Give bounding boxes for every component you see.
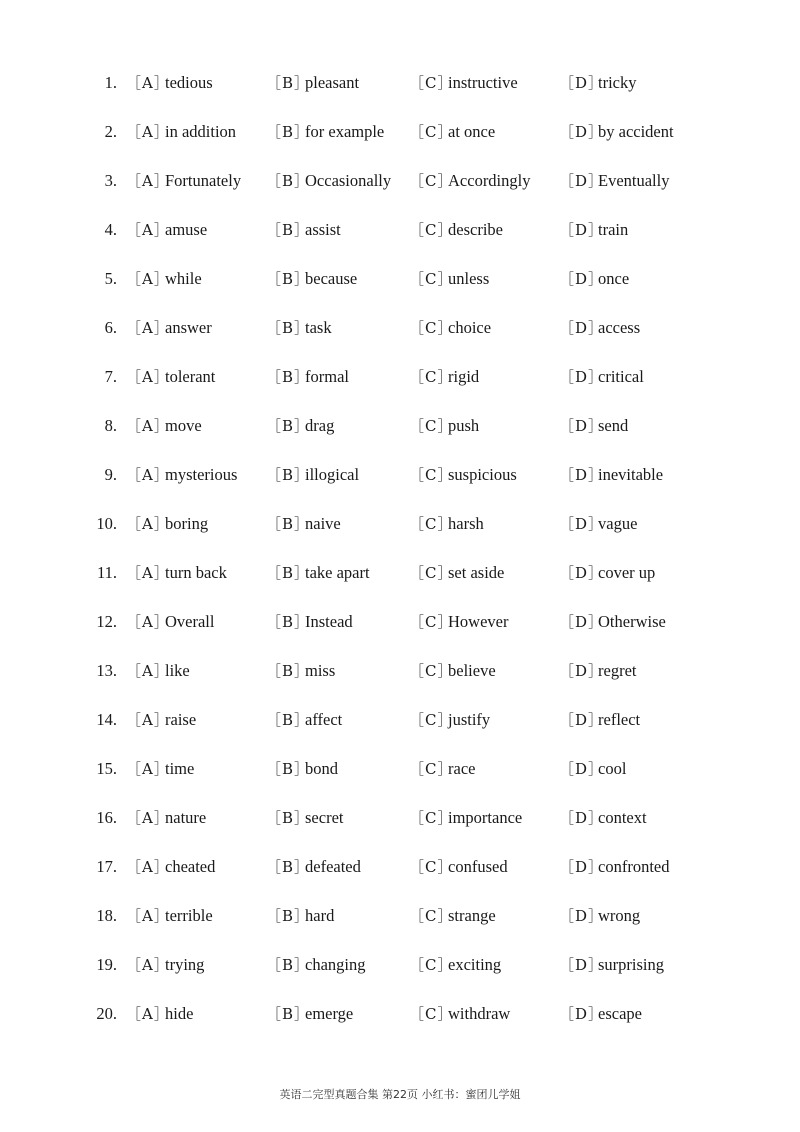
option-text: Accordingly: [448, 171, 531, 190]
question-number: 19.: [96, 955, 117, 974]
option-letter: ［B］: [266, 417, 311, 435]
option-a: [126, 548, 227, 598]
option-letter: ［D］: [559, 858, 605, 876]
option-letter: ［B］: [266, 662, 311, 680]
option-b: [266, 107, 384, 157]
option-text: push: [448, 416, 480, 435]
option-text: Occasionally: [305, 171, 392, 190]
option-b: [266, 548, 370, 598]
option-letter: ［A］: [126, 907, 170, 925]
option-b: [266, 352, 349, 402]
option-d: [559, 744, 626, 794]
question-number: 20.: [96, 1004, 117, 1023]
option-letter: ［C］: [409, 1005, 454, 1023]
option-letter: ［D］: [559, 466, 605, 484]
option-letter: ［A］: [126, 956, 170, 974]
option-c: [409, 597, 508, 647]
page-footer: 英语二完型真题合集 第22页 小红书：蜜团儿学姐: [279, 1088, 521, 1101]
option-letter: ［C］: [409, 515, 454, 533]
option-text: cheated: [165, 857, 216, 876]
option-text: cool: [598, 759, 627, 778]
option-a: [126, 156, 241, 206]
option-letter: ［D］: [559, 809, 605, 827]
option-letter: ［A］: [126, 123, 170, 141]
option-text: take apart: [305, 563, 370, 582]
option-text: trying: [165, 955, 205, 974]
option-letter: ［A］: [126, 466, 170, 484]
option-d: [559, 842, 669, 892]
option-letter: ［C］: [409, 564, 454, 582]
question-list: [0, 58, 800, 1038]
option-b: [266, 989, 353, 1039]
option-text: critical: [598, 367, 644, 386]
question-row: [0, 156, 800, 205]
option-b: [266, 254, 357, 304]
option-text: at once: [448, 122, 496, 141]
option-a: [126, 254, 202, 304]
option-letter: ［B］: [266, 956, 311, 974]
option-letter: ［D］: [559, 760, 605, 778]
option-letter: ［D］: [559, 74, 605, 92]
option-text: race: [448, 759, 476, 778]
question-row: [0, 842, 800, 891]
question-number: 7.: [104, 367, 117, 386]
question-row: [0, 695, 800, 744]
option-text: hide: [165, 1004, 194, 1023]
option-text: pleasant: [305, 73, 360, 92]
option-letter: ［B］: [266, 564, 311, 582]
option-letter: ［B］: [266, 368, 311, 386]
option-d: [559, 352, 644, 402]
option-c: [409, 891, 496, 941]
question-row: [0, 450, 800, 499]
option-text: for example: [305, 122, 385, 141]
option-letter: ［B］: [266, 270, 311, 288]
option-c: [409, 499, 484, 549]
question-number: 13.: [96, 661, 117, 680]
option-letter: ［D］: [559, 1005, 605, 1023]
option-d: [559, 793, 647, 843]
option-text: mysterious: [165, 465, 238, 484]
option-letter: ［C］: [409, 172, 454, 190]
option-letter: ［D］: [559, 172, 605, 190]
option-c: [409, 695, 490, 745]
option-text: illogical: [305, 465, 360, 484]
option-d: [559, 254, 629, 304]
question-row: [0, 940, 800, 989]
option-text: nature: [165, 808, 207, 827]
option-letter: ［A］: [126, 711, 170, 729]
option-letter: ［D］: [559, 613, 605, 631]
question-number: 5.: [104, 269, 117, 288]
option-b: [266, 646, 335, 696]
option-letter: ［A］: [126, 564, 170, 582]
option-letter: ［D］: [559, 417, 605, 435]
option-text: context: [598, 808, 647, 827]
question-number: 1.: [104, 73, 117, 92]
option-letter: ［A］: [126, 368, 170, 386]
option-text: secret: [305, 808, 344, 827]
option-c: [409, 156, 530, 206]
option-letter: ［D］: [559, 319, 605, 337]
option-text: rigid: [448, 367, 480, 386]
option-d: [559, 891, 640, 941]
option-letter: ［B］: [266, 907, 311, 925]
option-text: inevitable: [598, 465, 664, 484]
option-text: justify: [448, 710, 491, 729]
option-text: exciting: [448, 955, 502, 974]
option-letter: ［A］: [126, 809, 170, 827]
question-row: [0, 793, 800, 842]
option-letter: ［C］: [409, 319, 454, 337]
option-text: drag: [305, 416, 335, 435]
option-a: [126, 205, 207, 255]
option-text: tricky: [598, 73, 637, 92]
option-c: [409, 303, 491, 353]
question-row: [0, 303, 800, 352]
option-text: Eventually: [598, 171, 670, 190]
option-text: access: [598, 318, 641, 337]
option-d: [559, 450, 663, 500]
question-row: [0, 548, 800, 597]
option-letter: ［B］: [266, 809, 311, 827]
option-letter: ［D］: [559, 956, 605, 974]
question-row: [0, 989, 800, 1038]
option-text: send: [598, 416, 629, 435]
option-d: [559, 205, 628, 255]
option-text: affect: [305, 710, 343, 729]
question-row: [0, 744, 800, 793]
option-letter: ［A］: [126, 172, 170, 190]
option-text: turn back: [165, 563, 227, 582]
option-c: [409, 646, 496, 696]
option-text: confronted: [598, 857, 670, 876]
question-number: 10.: [96, 514, 117, 533]
option-text: Instead: [305, 612, 353, 631]
option-text: terrible: [165, 906, 213, 925]
option-a: [126, 646, 190, 696]
option-text: train: [598, 220, 629, 239]
option-letter: ［C］: [409, 760, 454, 778]
option-d: [559, 597, 666, 647]
option-text: in addition: [165, 122, 237, 141]
option-letter: ［C］: [409, 662, 454, 680]
option-letter: ［C］: [409, 809, 454, 827]
option-letter: ［D］: [559, 564, 605, 582]
option-text: assist: [305, 220, 341, 239]
option-text: harsh: [448, 514, 484, 533]
option-letter: ［C］: [409, 613, 454, 631]
option-b: [266, 891, 334, 941]
option-letter: ［D］: [559, 270, 605, 288]
question-number: 6.: [104, 318, 117, 337]
option-text: time: [165, 759, 195, 778]
option-text: describe: [448, 220, 503, 239]
option-b: [266, 156, 391, 206]
option-b: [266, 499, 341, 549]
option-letter: ［A］: [126, 515, 170, 533]
option-text: tolerant: [165, 367, 216, 386]
option-letter: ［B］: [266, 466, 311, 484]
option-c: [409, 989, 510, 1039]
option-text: set aside: [448, 563, 505, 582]
option-letter: ［A］: [126, 74, 170, 92]
option-a: [126, 940, 204, 990]
option-c: [409, 107, 495, 157]
option-a: [126, 793, 206, 843]
option-text: Overall: [165, 612, 215, 631]
option-letter: ［B］: [266, 515, 311, 533]
option-letter: ［C］: [409, 417, 454, 435]
option-c: [409, 450, 517, 500]
option-b: [266, 450, 359, 500]
option-letter: ［A］: [126, 417, 170, 435]
option-letter: ［B］: [266, 760, 311, 778]
option-letter: ［A］: [126, 319, 170, 337]
option-a: [126, 450, 237, 500]
option-b: [266, 793, 343, 843]
question-number: 11.: [96, 563, 117, 582]
question-number: 9.: [104, 465, 117, 484]
option-letter: ［B］: [266, 858, 311, 876]
option-letter: ［C］: [409, 123, 454, 141]
option-letter: ［C］: [409, 270, 454, 288]
option-c: [409, 940, 501, 990]
option-letter: ［D］: [559, 123, 605, 141]
option-text: like: [165, 661, 190, 680]
option-b: [266, 940, 365, 990]
option-text: while: [165, 269, 202, 288]
option-text: defeated: [305, 857, 361, 876]
option-letter: ［D］: [559, 515, 605, 533]
option-a: [126, 58, 213, 108]
question-number: 14.: [96, 710, 117, 729]
option-text: believe: [448, 661, 496, 680]
option-a: [126, 842, 215, 892]
option-text: by accident: [598, 122, 674, 141]
option-text: choice: [448, 318, 492, 337]
option-c: [409, 548, 504, 598]
option-text: emerge: [305, 1004, 354, 1023]
option-letter: ［B］: [266, 613, 311, 631]
option-text: Otherwise: [598, 612, 666, 631]
option-d: [559, 58, 637, 108]
option-b: [266, 401, 334, 451]
question-row: [0, 254, 800, 303]
question-number: 3.: [104, 171, 117, 190]
option-d: [559, 303, 640, 353]
option-letter: ［A］: [126, 270, 170, 288]
option-c: [409, 352, 479, 402]
option-d: [559, 646, 636, 696]
option-letter: ［C］: [409, 221, 454, 239]
option-c: [409, 58, 518, 108]
option-text: withdraw: [448, 1004, 511, 1023]
option-c: [409, 401, 479, 451]
option-b: [266, 695, 342, 745]
option-d: [559, 499, 637, 549]
option-d: [559, 548, 655, 598]
option-text: regret: [598, 661, 637, 680]
option-text: escape: [598, 1004, 642, 1023]
option-text: wrong: [598, 906, 641, 925]
option-letter: ［B］: [266, 1005, 311, 1023]
option-letter: ［C］: [409, 907, 454, 925]
option-text: amuse: [165, 220, 208, 239]
question-row: [0, 646, 800, 695]
question-row: [0, 205, 800, 254]
option-d: [559, 695, 640, 745]
option-a: [126, 499, 208, 549]
option-b: [266, 303, 332, 353]
option-text: hard: [305, 906, 335, 925]
option-letter: ［D］: [559, 907, 605, 925]
question-number: 16.: [96, 808, 117, 827]
option-c: [409, 842, 508, 892]
option-letter: ［A］: [126, 858, 170, 876]
option-letter: ［C］: [409, 956, 454, 974]
question-row: [0, 499, 800, 548]
option-letter: ［D］: [559, 662, 605, 680]
option-letter: ［C］: [409, 466, 454, 484]
option-c: [409, 744, 475, 794]
option-letter: ［A］: [126, 662, 170, 680]
option-text: answer: [165, 318, 212, 337]
option-text: importance: [448, 808, 523, 827]
option-text: boring: [165, 514, 209, 533]
option-b: [266, 597, 353, 647]
option-c: [409, 254, 489, 304]
option-text: formal: [305, 367, 349, 386]
option-b: [266, 744, 338, 794]
option-d: [559, 940, 664, 990]
option-text: changing: [305, 955, 366, 974]
option-text: unless: [448, 269, 490, 288]
option-b: [266, 842, 361, 892]
question-number: 15.: [96, 759, 117, 778]
option-text: instructive: [448, 73, 518, 92]
option-letter: ［C］: [409, 368, 454, 386]
option-a: [126, 597, 214, 647]
option-d: [559, 401, 628, 451]
question-number: 12.: [96, 612, 117, 631]
option-a: [126, 107, 236, 157]
option-a: [126, 303, 212, 353]
option-letter: ［D］: [559, 221, 605, 239]
option-text: task: [305, 318, 332, 337]
option-text: miss: [305, 661, 336, 680]
option-text: suspicious: [448, 465, 517, 484]
option-text: move: [165, 416, 202, 435]
option-text: bond: [305, 759, 338, 778]
option-d: [559, 989, 642, 1039]
option-b: [266, 205, 341, 255]
option-a: [126, 352, 215, 402]
option-letter: ［C］: [409, 74, 454, 92]
option-text: cover up: [598, 563, 656, 582]
option-c: [409, 793, 522, 843]
option-letter: ［A］: [126, 1005, 170, 1023]
option-a: [126, 744, 194, 794]
option-letter: ［D］: [559, 711, 605, 729]
question-number: 18.: [96, 906, 117, 925]
question-row: [0, 58, 800, 107]
option-text: tedious: [165, 73, 213, 92]
option-text: reflect: [598, 710, 641, 729]
option-text: vague: [598, 514, 638, 533]
question-number: 8.: [104, 416, 117, 435]
question-row: [0, 891, 800, 940]
option-letter: ［B］: [266, 74, 311, 92]
option-a: [126, 989, 193, 1039]
option-b: [266, 58, 359, 108]
option-text: once: [598, 269, 630, 288]
question-number: 4.: [104, 220, 117, 239]
option-letter: ［D］: [559, 368, 605, 386]
option-letter: ［A］: [126, 613, 170, 631]
question-row: [0, 352, 800, 401]
option-text: confused: [448, 857, 508, 876]
option-d: [559, 107, 674, 157]
option-text: However: [448, 612, 509, 631]
option-letter: ［B］: [266, 711, 311, 729]
question-row: [0, 401, 800, 450]
option-letter: ［B］: [266, 123, 311, 141]
option-letter: ［C］: [409, 858, 454, 876]
option-text: naive: [305, 514, 341, 533]
option-text: raise: [165, 710, 197, 729]
question-row: [0, 107, 800, 156]
option-letter: ［B］: [266, 221, 311, 239]
option-letter: ［B］: [266, 172, 311, 190]
option-c: [409, 205, 503, 255]
option-a: [126, 695, 196, 745]
option-letter: ［C］: [409, 711, 454, 729]
option-letter: ［B］: [266, 319, 311, 337]
question-number: 17.: [96, 857, 117, 876]
option-a: [126, 891, 213, 941]
option-letter: ［A］: [126, 760, 170, 778]
option-text: surprising: [598, 955, 664, 974]
option-a: [126, 401, 202, 451]
option-d: [559, 156, 669, 206]
question-number: 2.: [104, 122, 117, 141]
option-text: because: [305, 269, 358, 288]
question-row: [0, 597, 800, 646]
option-text: Fortunately: [165, 171, 242, 190]
option-letter: ［A］: [126, 221, 170, 239]
option-text: strange: [448, 906, 496, 925]
